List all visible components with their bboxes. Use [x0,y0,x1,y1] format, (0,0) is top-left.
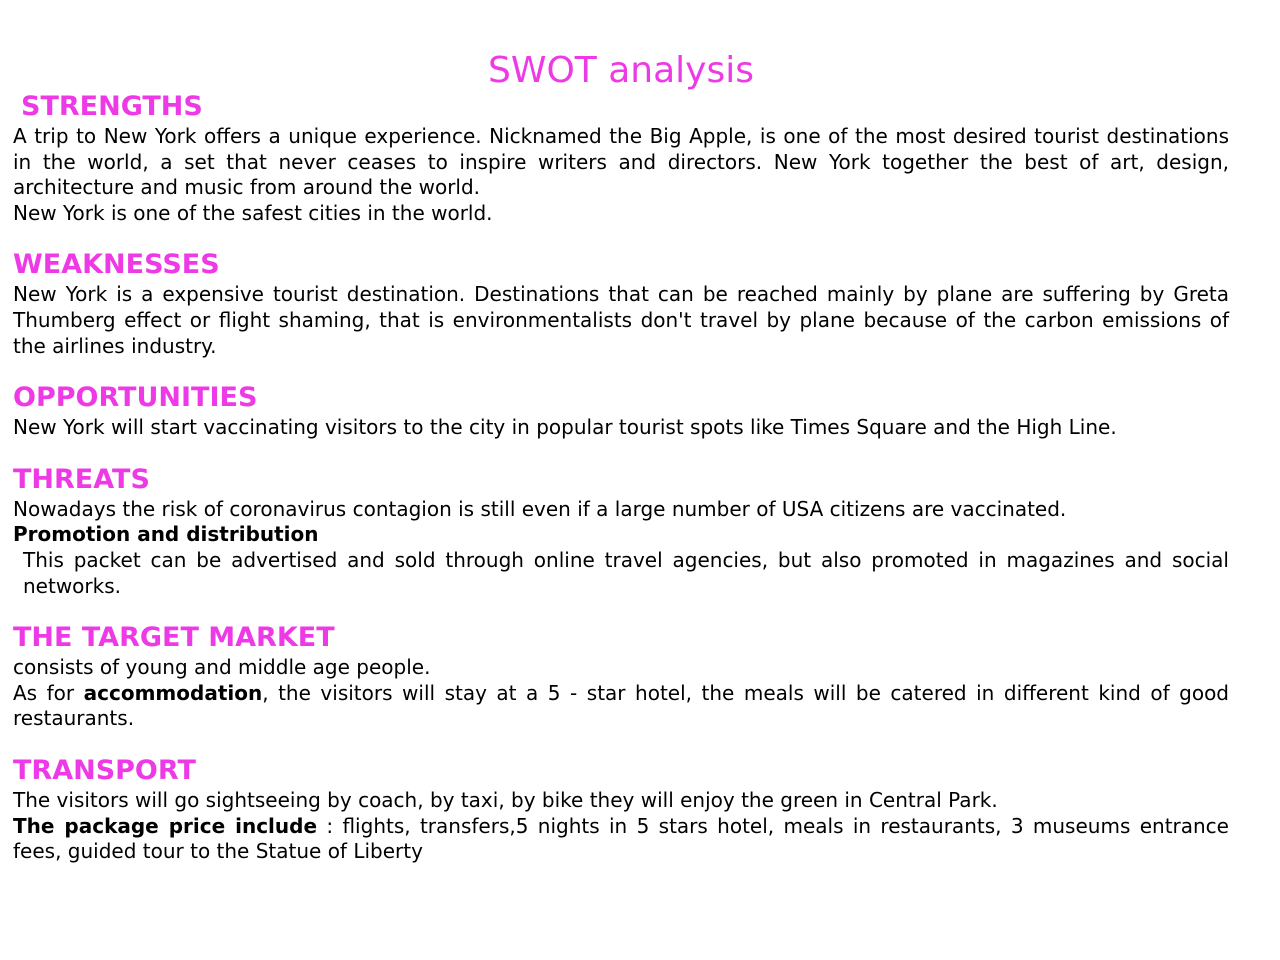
section-spacer [13,441,1229,463]
package-price-label: The package price include [13,813,318,838]
section-spacer [13,226,1229,248]
accommodation-paragraph [13,681,1229,732]
document-page [13,48,1229,865]
package-price-text: : flights, transfers,5 nights in 5 stars hotel, meals in restaurants, 3 museums entrance fees, guided tour to the Statue of Liberty [13,813,1229,864]
threats-heading: THREATS [13,463,150,495]
weaknesses-heading: WEAKNESSES [13,249,220,281]
strengths-paragraph: A trip to New York offers a unique experience. Nicknamed the Big Apple, is one of the most desired tourist destinations in the world, a set that never ceases to inspire writers and directors. New York together the best of art, design, architecture and music from around the world. [13,124,1229,200]
section-spacer [13,359,1229,381]
opportunities-paragraph: New York will start vaccinating visitors to the city in popular tourist spots like Times Square and the High Line. [13,415,1117,440]
accommodation-bold: accommodation [83,680,263,705]
target-market-paragraph: consists of young and middle age people. [13,655,431,680]
strengths-heading: STRENGTHS [21,91,203,122]
target-market-heading: THE TARGET MARKET [13,622,335,654]
accommodation-prefix: As for [13,680,84,705]
promotion-label [13,522,1229,548]
transport-heading: TRANSPORT [13,754,196,786]
threats-paragraph: Nowadays the risk of coronavirus contagion is still even if a large number of USA citizens are vaccinated. [13,496,1067,521]
opportunities-heading: OPPORTUNITIES [13,382,258,414]
transport-paragraph: The visitors will go sightseeing by coach, by taxi, by bike they will enjoy the green in Central Park. [13,787,998,812]
page-title: SWOT analysis [488,50,754,91]
accommodation-rest: , the visitors will stay at a 5 - star hotel, the meals will be catered in different kind of good restaurants. [13,680,1229,731]
promotion-paragraph: This packet can be advertised and sold through online travel agencies, but also promoted in magazines and social networks. [23,547,1229,598]
section-spacer [13,599,1229,621]
weaknesses-paragraph: New York is a expensive tourist destination. Destinations that can be reached mainly by plane are suffering by Greta Thumberg effect or flight shaming, that is environmentalists don't travel by plane because of the carbon emissions of the airlines industry. [13,282,1229,358]
package-price-paragraph [13,814,1229,865]
strengths-safety-line: New York is one of the safest cities in the world. [13,200,493,225]
section-spacer [13,732,1229,754]
promotion-label-text: Promotion and distribution [13,522,319,547]
